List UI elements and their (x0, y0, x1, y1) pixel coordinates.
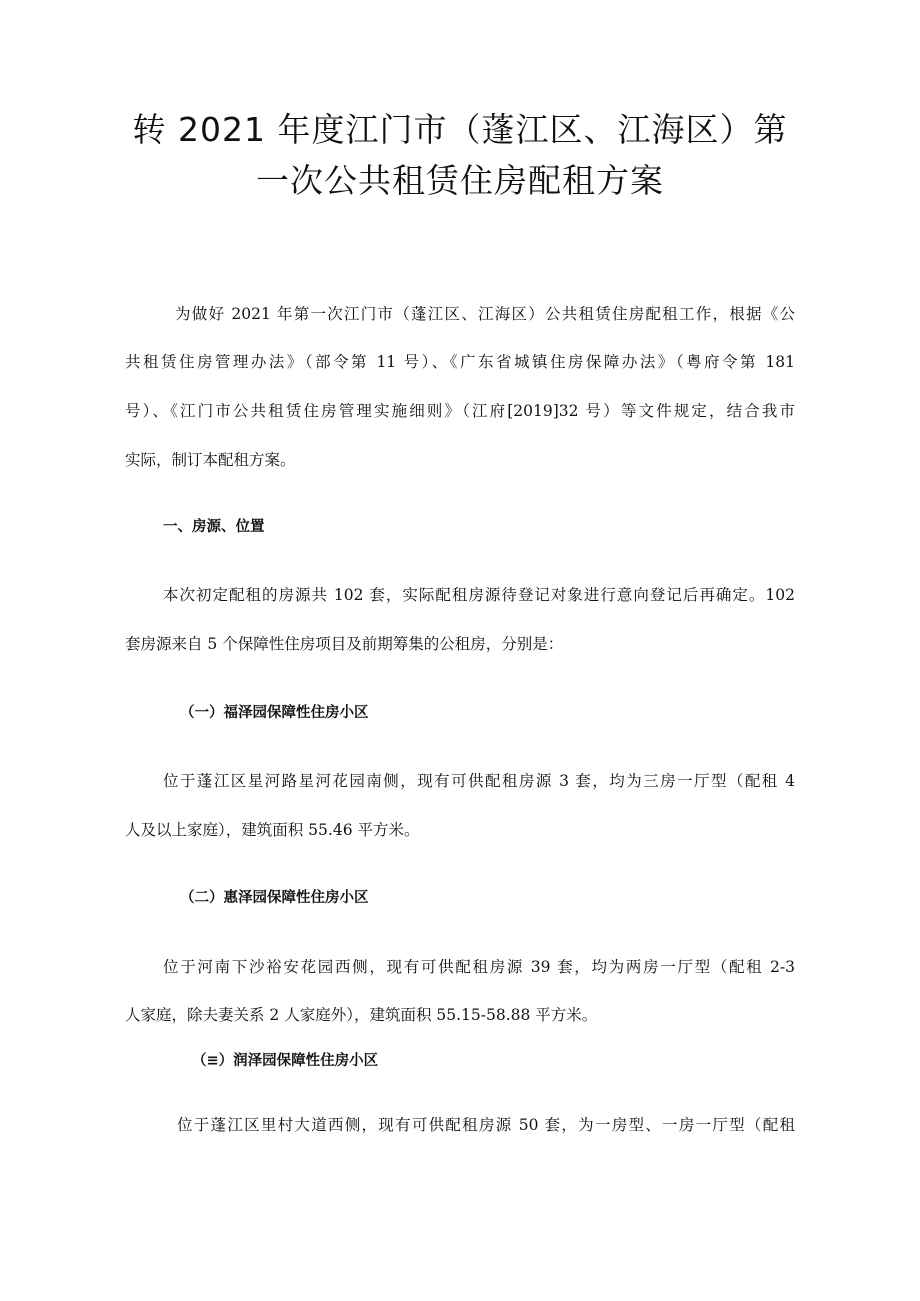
intro-line-1: 为做好 2021 年第一次江门市（蓬江区、江海区）公共租赁住房配租工作，根据《公 (175, 305, 795, 323)
document-title-line-1: 转 2021 年度江门市（蓬江区、江海区）第 (132, 110, 788, 149)
intro-line-3: 号）、《江门市公共租赁住房管理实施细则》（江府[2019]32 号）等文件规定，结合我市 (125, 402, 795, 420)
document-title-line-2: 一次公共租赁住房配租方案 (256, 161, 664, 200)
section-1-line-1: 本次初定配租的房源共 102 套，实际配租房源待登记对象进行意向登记后再确定。102 (163, 586, 795, 604)
subsection-2-line-1: 位于河南下沙裕安花园西侧，现有可供配租房源 39 套，均为两房一厅型（配租 2-3 (163, 958, 795, 976)
subsection-1-line-2: 人及以上家庭），建筑面积 55.46 平方米。 (125, 821, 420, 839)
intro-line-2: 共租赁住房管理办法》（部令第 11 号）、《广东省城镇住房保障办法》（粤府令第 181 (125, 353, 795, 371)
subsection-2-heading: （二）惠泽园保障性住房小区 (180, 890, 369, 906)
section-1-line-2: 套房源来自 5 个保障性住房项目及前期筹集的公租房，分别是： (125, 635, 564, 653)
subsection-3-line-1: 位于蓬江区里村大道西侧，现有可供配租房源 50 套，为一房型、一房一厅型（配租 (177, 1116, 795, 1134)
intro-line-4: 实际，制订本配租方案。 (125, 451, 296, 469)
subsection-1-heading: （一）福泽园保障性住房小区 (180, 705, 369, 721)
subsection-2-line-2: 人家庭，除夫妻关系 2 人家庭外），建筑面积 55.15-58.88 平方米。 (125, 1006, 598, 1024)
subsection-1-line-1: 位于蓬江区星河路星河花园南侧，现有可供配租房源 3 套，均为三房一厅型（配租 4 (163, 772, 795, 790)
subsection-3-heading: （≡）润泽园保障性住房小区 (192, 1053, 379, 1069)
section-1-heading: 一、房源、位置 (163, 519, 265, 535)
